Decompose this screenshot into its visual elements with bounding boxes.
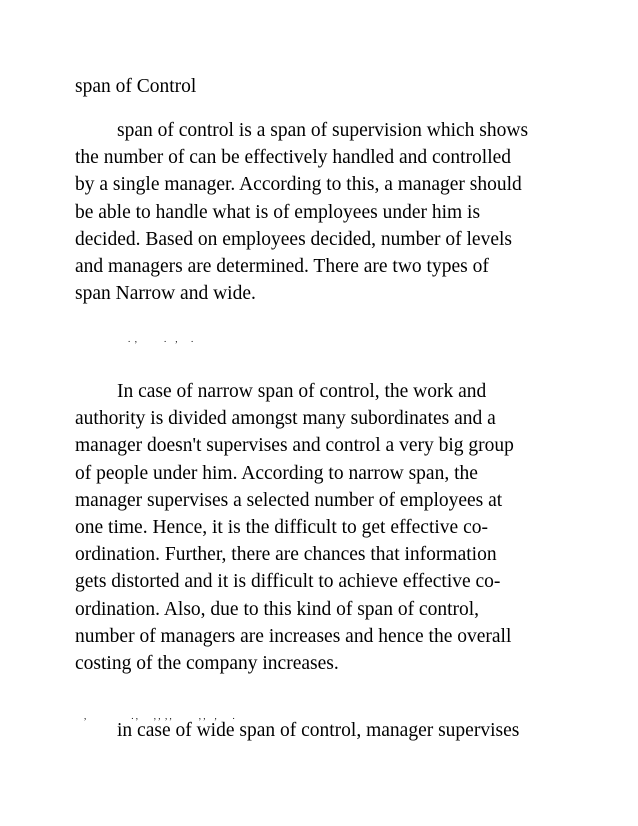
paragraph-line: and managers are determined. There are two types of — [75, 256, 489, 278]
paragraph-line: the number of can be effectively handled and controlled — [75, 147, 512, 169]
paragraph-line: manager supervises a selected number of employees at — [75, 489, 503, 511]
paragraph-line: one time. Hence, it is the difficult to get effective co- — [75, 517, 488, 539]
paragraph-line: ordination. Also, due to this kind of span of control, — [75, 598, 480, 620]
paragraph-span-of-control-definition — [75, 117, 565, 307]
paragraph-line: in case of wide span of control, manager supervises — [117, 720, 520, 741]
paragraph-wide-span — [75, 717, 565, 744]
paragraph-line: gets distorted and it is difficult to achieve effective co- — [75, 571, 501, 593]
paragraph-line: In case of narrow span of control, the work and — [117, 381, 487, 402]
paragraph-line: span of control is a span of supervision which shows — [117, 120, 529, 141]
paragraph-narrow-span — [75, 378, 565, 677]
document-heading: span of Control — [75, 76, 197, 97]
paragraph-line: number of managers are increases and hence the overall — [75, 625, 512, 647]
paragraph-line: by a single manager. According to this, a manager should — [75, 174, 522, 196]
paragraph-line: costing of the company increases. — [75, 653, 339, 675]
paragraph-line: ordination. Further, there are chances that information — [75, 544, 497, 566]
paragraph-line: be able to handle what is of employees under him is — [75, 201, 481, 223]
paragraph-line: decided. Based on employees decided, number of levels — [75, 228, 512, 250]
stray-marks: . , . , . — [128, 334, 194, 344]
paragraph-line: manager doesn't supervises and control a very big group — [75, 435, 514, 457]
paragraph-line: authority is divided amongst many subordinates and a — [75, 408, 496, 430]
paragraph-line: span Narrow and wide. — [75, 283, 256, 305]
paragraph-line: of people under him. According to narrow span, the — [75, 462, 478, 484]
stray-marks: , . , , , , , , , , . — [84, 711, 235, 721]
